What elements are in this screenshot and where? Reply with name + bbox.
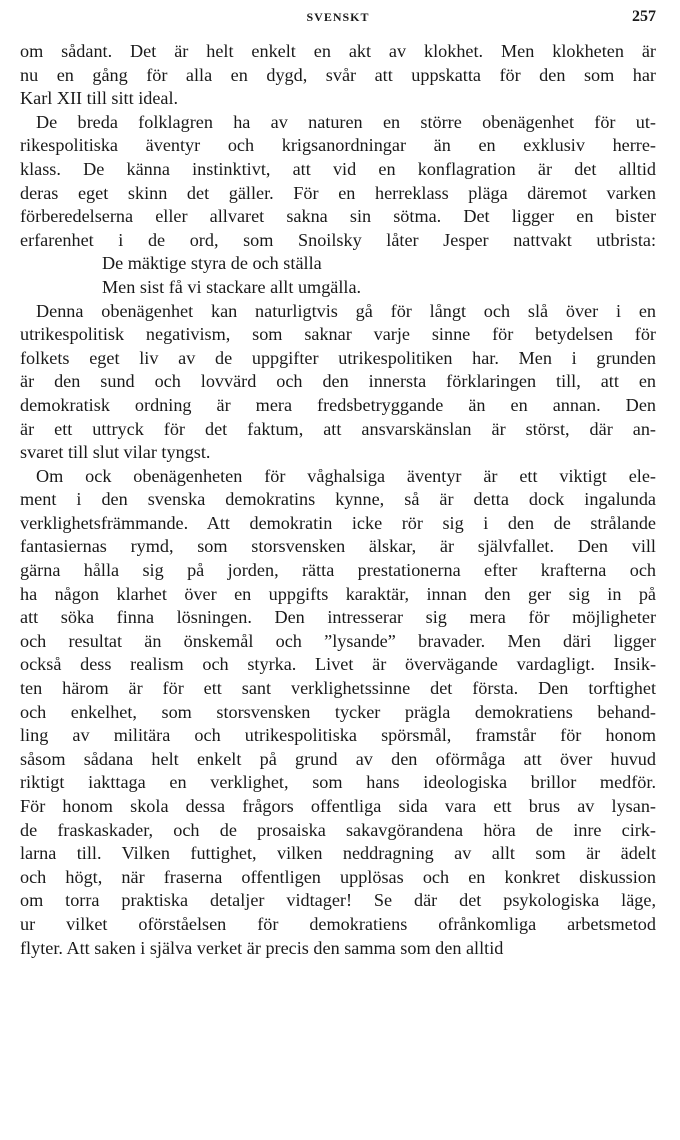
text-line: klass. De känna instinktivt, att vid en konflagration är det alltid <box>20 158 656 179</box>
page-header <box>20 10 656 30</box>
text-line: utrikespolitisk negativism, som saknar varje sinne för betydelsen för <box>20 324 656 345</box>
text-line: är ett uttryck för det faktum, att ansvarskänslan är störst, där an- <box>20 418 656 439</box>
text-line: förberedelserna eller allvaret sakna sin sötma. Det ligger en bister <box>20 206 656 227</box>
text-line: de fraskaskader, och de prosaiska sakavgörandena höra de inre cirk- <box>20 819 656 840</box>
text-line: ten härom är för ett sant verklighetssinne det första. Den torftighet <box>20 678 656 699</box>
text-line: larna till. Vilken futtighet, vilken neddragning av allt som är ädelt <box>20 843 656 864</box>
text-line: och resultat än önskemål och ”lysande” bravader. Men däri ligger <box>20 630 656 651</box>
body-text <box>20 40 656 960</box>
text-line: om torra praktiska detaljer vidtager! Se där det psykologiska läge, <box>20 890 656 911</box>
text-line: fantasiernas rymd, som storsvensken älskar, är självfallet. Den vill <box>20 536 656 557</box>
page-number: 257 <box>632 8 656 25</box>
text-line: demokratisk ordning är mera fredsbetryggande än en annan. Den <box>20 394 656 415</box>
text-line: ment i den svenska demokratins kynne, så är detta dock ingalunda <box>20 489 656 510</box>
text-line: om sådant. Det är helt enkelt en akt av klokhet. Men klokheten är <box>20 41 656 61</box>
text-line: erfarenhet i de ord, som Snoilsky låter Jesper nattvakt utbrista: <box>20 229 656 250</box>
verse-line: Men sist få vi stackare allt umgälla. <box>102 276 362 297</box>
text-line: också dess realism och styrka. Livet är övervägande vardagligt. Insik- <box>20 654 656 675</box>
verse-line: De mäktige styra de och ställa <box>102 253 322 274</box>
text-line: deras eget skinn det gäller. För en herreklass pläga däremot varken <box>20 182 656 203</box>
text-line: att söka finna lösningen. Den intresserar sig mera för möjligheter <box>20 607 656 628</box>
text-line: ling av militära och utrikespolitiska spörsmål, framstår för honom <box>20 725 656 746</box>
text-line: folkets eget liv av de uppgifter utrikespolitiken har. Men i grunden <box>20 347 656 368</box>
text-line: nu en gång för alla en dygd, svår att uppskatta för den som har <box>20 64 656 85</box>
text-line: ur vilket oförståelsen för demokratiens ofrånkomliga arbetsmetod <box>20 913 656 934</box>
text-line: såsom sådana helt enkelt på grund av den oförmåga att över huvud <box>20 748 656 769</box>
text-line: verklighetsfrämmande. Att demokratin icke rör sig i den de strålande <box>20 512 656 533</box>
running-head: SVENSKT <box>306 10 370 24</box>
text-line: flyter. Att saken i själva verket är precis den samma som den alltid <box>20 937 504 958</box>
text-line: De breda folklagren ha av naturen en större obenägenhet för ut- <box>36 111 656 132</box>
text-line: ha någon klarhet över en uppgifts karaktär, innan den ger sig in på <box>20 583 656 604</box>
text-line: är den sund och lovvärd och den innersta förklaringen till, att en <box>20 371 656 392</box>
text-line: Denna obenägenhet kan naturligtvis gå för långt och slå över i en <box>36 300 656 321</box>
text-line: För honom skola dessa frågors offentliga sida vara ett brus av lysan- <box>20 796 656 816</box>
text-line: och enkelhet, som storsvensken tycker prägla demokratiens behand- <box>20 701 656 722</box>
text-line: Om ock obenägenheten för våghalsiga äventyr är ett viktigt ele- <box>36 465 656 486</box>
text-line: och högt, när fraserna offentligen upplösas och en konkret diskussion <box>20 866 656 887</box>
text-line: riktigt iakttaga en verklighet, som hans ideologiska brillor medför. <box>20 772 656 793</box>
text-line: gärna hålla sig på jorden, rätta prestationerna efter krafterna och <box>20 560 656 581</box>
text-line: Karl XII till sitt ideal. <box>20 88 179 109</box>
text-line: rikespolitiska äventyr och krigsanordningar än en exklusiv herre- <box>20 135 656 156</box>
text-line: svaret till slut vilar tyngst. <box>20 442 211 463</box>
